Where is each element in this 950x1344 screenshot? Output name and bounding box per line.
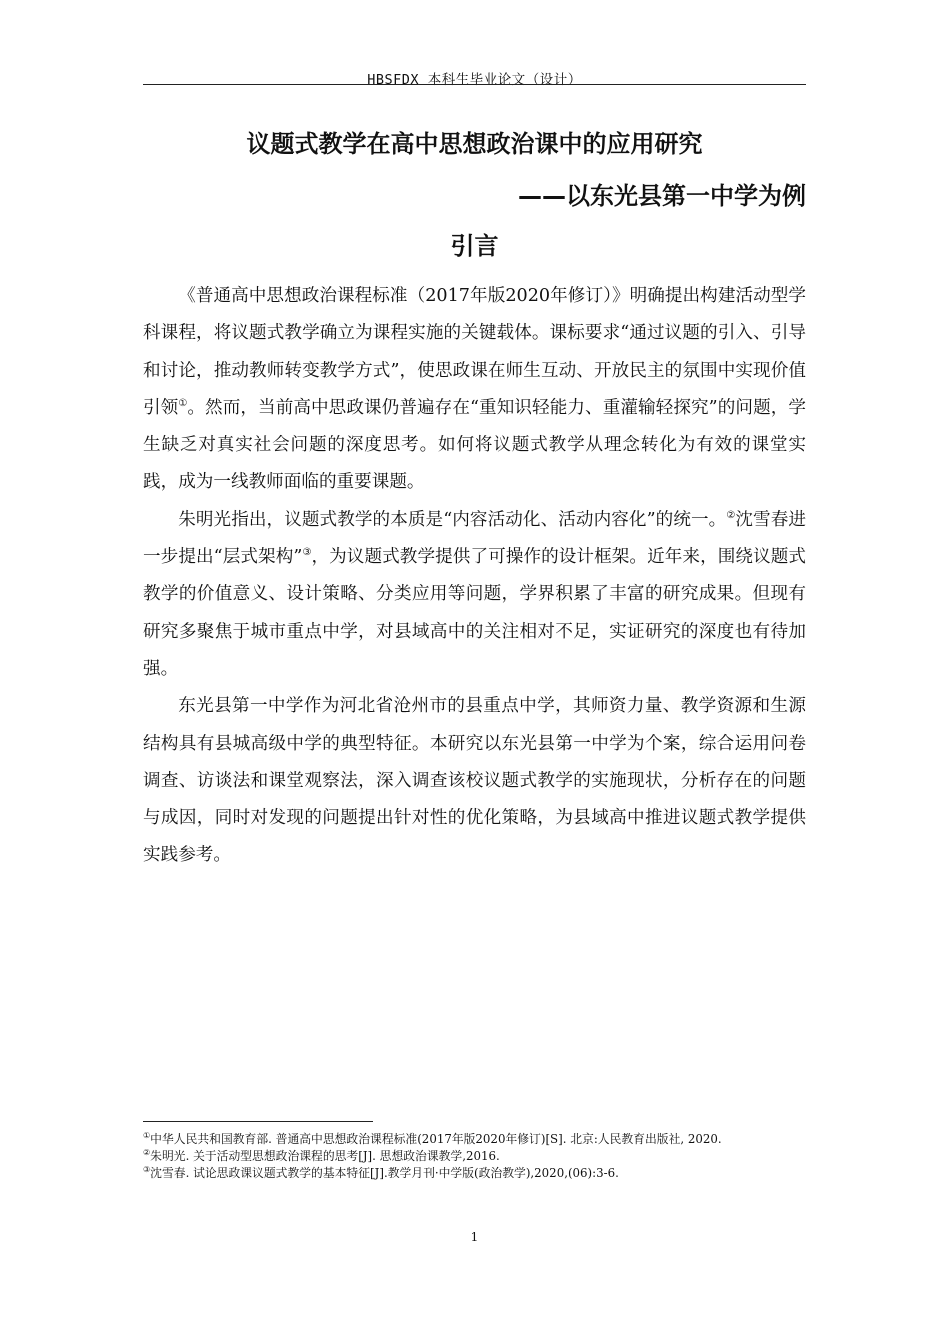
footnote-ref-3[interactable]: ③ [302, 547, 312, 559]
section-heading: 引言 [450, 232, 499, 260]
body-text [143, 278, 806, 875]
footnote-text: 沈雪春. 试论思政课议题式教学的基本特征[J].教学月刊·中学版(政治教学),2020,(06):3-6. [150, 1166, 619, 1180]
footnote-text: 中华人民共和国教育部. 普通高中思想政治课程标准(2017年版2020年修订)[S]. 北京:人民教育出版社, 2020. [150, 1132, 722, 1146]
paragraph-text: 朱明光指出，议题式教学的本质是“内容活动化、活动内容化”的统一。 [178, 509, 727, 530]
paragraph-text: 《普通高中思想政治课程标准（2017年版2020年修订）》明确提出构建活动型学科课程，将议题式教学确立为课程实施的关键载体。课标要求“通过议题的引入、引导和讨论，推动教师转变教学方式”，使思政课在师生互动、开放民主的氛围中实现价值引领 [143, 286, 806, 418]
thesis-subtitle: ——以东光县第一中学为例 [518, 182, 806, 210]
header-rule [143, 84, 806, 85]
paragraph-text: 沈雪春进一步提出“层式架构” [143, 509, 806, 568]
footnote-2 [143, 1148, 806, 1165]
footnote-1 [143, 1131, 806, 1148]
paragraph-text: 。然而，当前高中思政课仍普遍存在“重知识轻能力、重灌输轻探究”的问题，学生缺乏对真实社会问题的深度思考。如何将议题式教学从理念转化为有效的课堂实践，成为一线教师面临的重要课题。 [143, 397, 806, 493]
paragraph-3: 东光县第一中学作为河北省沧州市的县重点中学，其师资力量、教学资源和生源结构具有县城高级中学的典型特征。本研究以东光县第一中学为个案，综合运用问卷调查、访谈法和课堂观察法，深入调查该校议题式教学的实施现状，分析存在的问题与成因，同时对发现的问题提出针对性的优化策略，为县域高中推进议题式教学提供实践参考。 [143, 696, 806, 866]
footnote-ref-1[interactable]: ① [178, 397, 188, 409]
footnote-mark: ② [143, 1148, 151, 1157]
footnote-mark: ① [143, 1131, 151, 1140]
paragraph-1 [143, 278, 806, 502]
page-number: 1 [470, 1230, 479, 1244]
footnote-ref-2[interactable]: ② [726, 509, 736, 521]
paragraph-text: ，为议题式教学提供了可操作的设计框架。近年来，围绕议题式教学的价值意义、设计策略、分类应用等问题，学界积累了丰富的研究成果。但现有研究多聚焦于城市重点中学，对县域高中的关注相对不足，实证研究的深度也有待加强。 [143, 547, 806, 679]
footnote-separator [143, 1121, 373, 1122]
paragraph-2 [143, 502, 806, 688]
running-header: HBSFDX 本科生毕业论文（设计） [367, 72, 582, 88]
footnote-mark: ③ [143, 1165, 151, 1174]
footnotes [143, 1131, 806, 1182]
thesis-title: 议题式教学在高中思想政治课中的应用研究 [246, 130, 703, 158]
footnote-text: 朱明光. 关于活动型思想政治课程的思考[J]. 思想政治课教学,2016. [150, 1149, 500, 1163]
footnote-3 [143, 1165, 806, 1182]
